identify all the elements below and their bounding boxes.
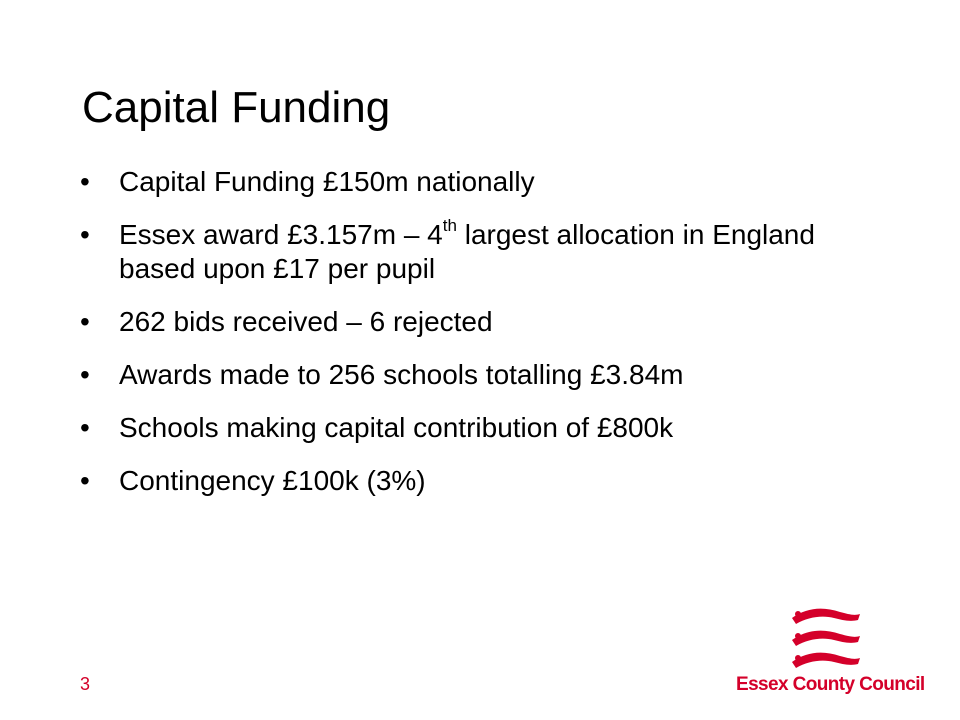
bullet-list [80, 165, 880, 517]
bullet-text-start: Essex award £3.157m – 4 [119, 219, 443, 250]
bullet-item [80, 411, 880, 445]
bullet-text: Awards made to 256 schools totalling £3.84m [119, 359, 684, 390]
bullet-item [80, 215, 880, 286]
three-seaxes-icon [788, 604, 862, 670]
bullet-text: Capital Funding £150m nationally [119, 166, 535, 197]
bullet-dot: • [80, 219, 90, 250]
page-number: 3 [80, 674, 91, 694]
bullet-item [80, 358, 880, 392]
bullet-item [80, 305, 880, 339]
bullet-text-end: largest allocation in England based upon £17 per pupil [119, 219, 815, 284]
logo-wordmark: Essex County Council [736, 674, 925, 695]
bullet-item [80, 165, 880, 199]
ordinal-suffix: th [442, 215, 457, 235]
bullet-dot: • [80, 306, 90, 337]
bullet-text: 262 bids received – 6 rejected [119, 306, 493, 337]
essex-county-council-logo [732, 604, 925, 700]
bullet-dot: • [80, 359, 90, 390]
bullet-dot: • [80, 465, 90, 496]
bullet-text: Contingency £100k (3%) [119, 465, 426, 496]
bullet-dot: • [80, 412, 90, 443]
bullet-text: Schools making capital contribution of £800k [119, 412, 674, 443]
bullet-dot: • [80, 166, 90, 197]
slide-title: Capital Funding [82, 83, 391, 132]
bullet-item [80, 464, 880, 498]
